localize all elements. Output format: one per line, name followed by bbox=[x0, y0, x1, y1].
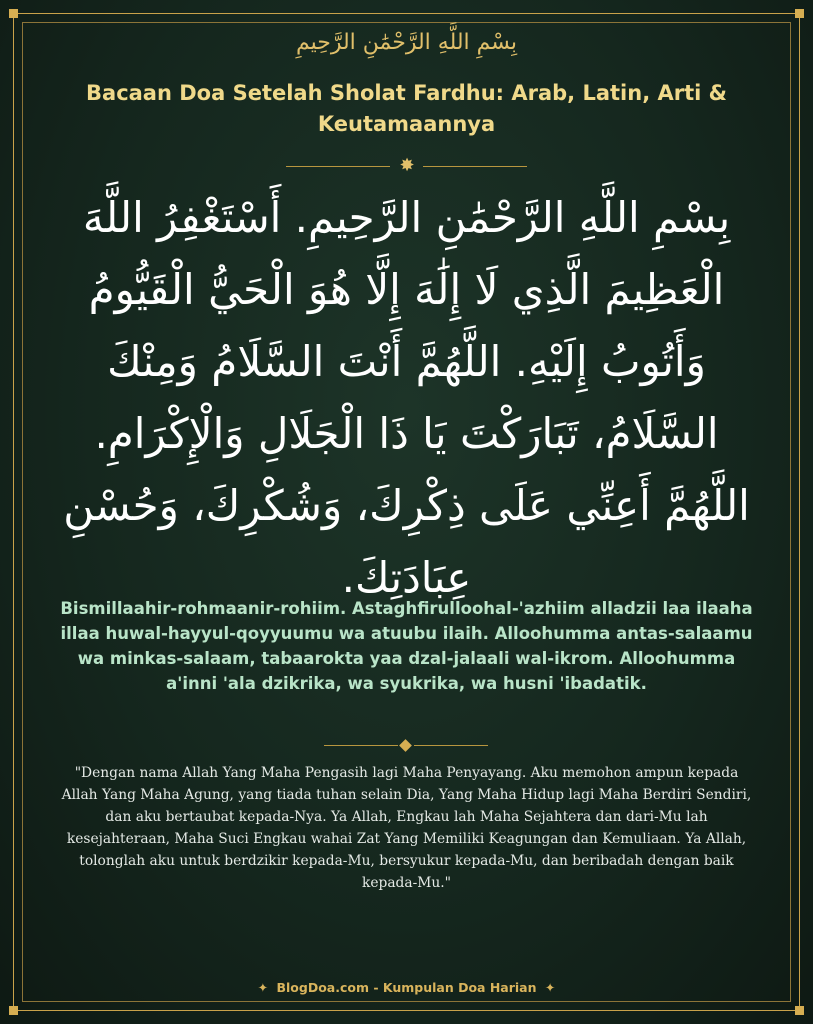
basmalah-heading: بِسْمِ اللَّهِ الرَّحْمَٰنِ الرَّحِيمِ bbox=[295, 30, 518, 55]
corner-ornament-bottom-left bbox=[9, 1006, 18, 1015]
divider-right bbox=[423, 166, 527, 167]
arabic-prayer-text: بِسْمِ اللَّهِ الرَّحْمَٰنِ الرَّحِيمِ. أَسْتَغْفِرُ اللَّهَ الْعَظِيمَ الَّذِي لَا إِلَٰهَ إِلَّا هُوَ الْحَيُّ الْقَيُّومُ وَأَتُوبُ إِلَيْهِ. اللَّهُمَّ أَنْتَ السَّلَامُ وَمِنْكَ السَّلَامُ، تَبَارَكْتَ يَا ذَا الْجَلَالِ وَالْإِكْرَامِ. اللَّهُمَّ أَعِنِّي عَلَى ذِكْرِكَ، وَشُكْرِكَ، وَحُسْنِ عِبَادَتِكَ. bbox=[63, 193, 750, 602]
divider-left bbox=[286, 166, 390, 167]
latin-transliteration: Bismillaahir-rohmaanir-rohiim. Astaghfirulloohal-'azhiim alladzii laa ilaaha illaa huwal-hayyul-qoyyuumu wa atuubu ilaih. Alloohumma antas-salaamu wa minkas-salaam, tabaarokta yaa dzal-jalaali wal-ikrom. Alloohumma a'inni 'ala dzikrika, wa syukrika, wa husni 'ibadatik. bbox=[60, 599, 753, 693]
flower-ornament-icon: ✸ bbox=[399, 155, 415, 176]
corner-ornament-top-right bbox=[795, 9, 804, 18]
corner-ornament-bottom-right bbox=[795, 1006, 804, 1015]
footer-text: BlogDoa.com - Kumpulan Doa Harian bbox=[276, 980, 537, 995]
divider-small-right bbox=[414, 745, 488, 746]
corner-ornament-top-left bbox=[9, 9, 18, 18]
divider-small-left bbox=[324, 745, 398, 746]
footer-credit bbox=[0, 980, 813, 995]
page-title: Bacaan Doa Setelah Sholat Fardhu: Arab, Latin, Arti & Keutamaannya bbox=[86, 81, 727, 136]
star-icon-right: ✦ bbox=[544, 980, 556, 995]
translation-text: "Dengan nama Allah Yang Maha Pengasih lagi Maha Penyayang. Aku memohon ampun kepada Allah Yang Maha Agung, yang tiada tuhan selain Dia, Yang Maha Hidup lagi Maha Berdiri Sendiri, dan aku bertaubat kepada-Nya. Ya Allah, Engkau lah Maha Sejahtera dan dari-Mu lah kesejahteraan, Maha Suci Engkau wahai Zat Yang Memiliki Keagungan dan Kemuliaan. Ya Allah, tolonglah aku untuk berdzikir kepada-Mu, bersyukur kepada-Mu, dan beribadah dengan baik kepada-Mu." bbox=[61, 765, 752, 891]
star-icon-left: ✦ bbox=[257, 980, 269, 995]
